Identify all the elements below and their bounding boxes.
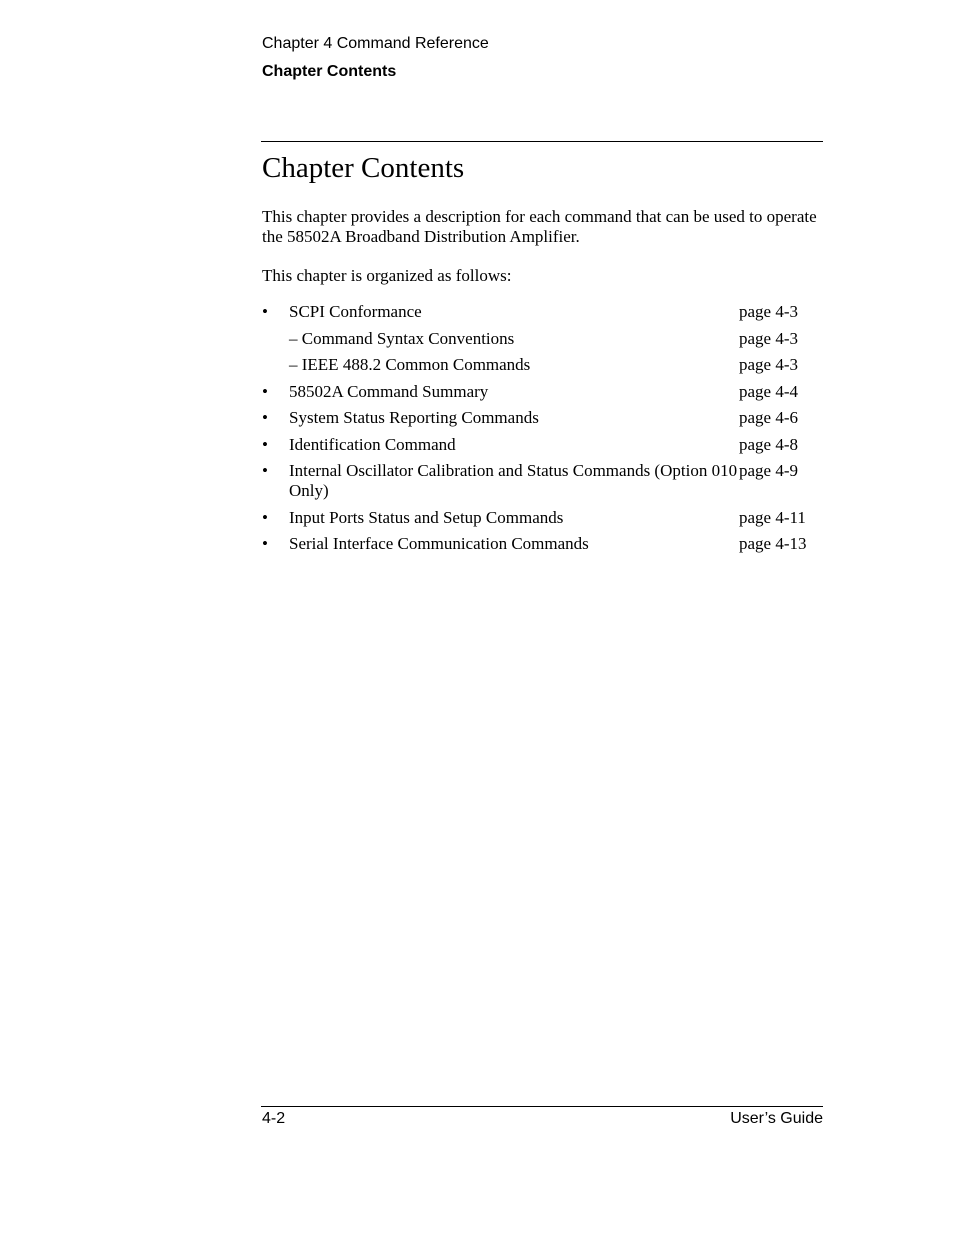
contents-item xyxy=(262,355,824,375)
bottom-rule xyxy=(261,1106,823,1107)
top-rule xyxy=(261,141,823,142)
bullet-icon: • xyxy=(262,461,268,480)
page-number: 4-2 xyxy=(262,1110,286,1127)
contents-item-page: page 4-3 xyxy=(739,302,799,321)
guide-name: User’s Guide xyxy=(730,1110,823,1127)
page-title: Chapter Contents xyxy=(262,152,465,184)
contents-item-page: page 4-3 xyxy=(739,355,799,374)
bullet-icon: • xyxy=(262,534,268,553)
running-head-section: Chapter Contents xyxy=(262,63,397,80)
contents-item-page: page 4-4 xyxy=(739,381,799,401)
contents-item xyxy=(262,435,824,455)
contents-item-title: 58502A Command Summary xyxy=(289,381,489,401)
contents-item xyxy=(262,534,824,554)
contents-item-title: Internal Oscillator Calibration and Status Commands (Option 010 Only) xyxy=(289,461,738,500)
contents-item-page: page 4-11 xyxy=(739,507,806,527)
bullet-icon: • xyxy=(262,434,268,454)
contents-item-title: Serial Interface Communication Commands xyxy=(289,534,589,553)
main-content xyxy=(262,150,824,561)
bullet-icon: • xyxy=(262,381,268,401)
contents-item-title: System Status Reporting Commands xyxy=(289,408,539,427)
contents-item xyxy=(262,302,824,322)
running-head xyxy=(262,34,489,82)
bullet-icon: • xyxy=(262,408,268,427)
contents-item xyxy=(262,329,824,349)
bullet-icon: • xyxy=(262,507,268,527)
bullet-icon: • xyxy=(262,302,268,321)
contents-list xyxy=(262,302,824,554)
contents-item-title: Input Ports Status and Setup Commands xyxy=(289,507,564,527)
contents-item-page: page 4-6 xyxy=(739,408,799,427)
contents-item-title: Identification Command xyxy=(289,434,456,454)
contents-item xyxy=(262,408,824,428)
contents-item-page: page 4-3 xyxy=(739,328,799,348)
contents-item xyxy=(262,508,824,528)
contents-item-page: page 4-13 xyxy=(739,534,807,553)
contents-item-title: – Command Syntax Conventions xyxy=(289,328,515,348)
contents-item xyxy=(262,461,824,501)
contents-item xyxy=(262,382,824,402)
contents-item-title: – IEEE 488.2 Common Commands xyxy=(289,355,531,374)
intro-paragraph: This chapter provides a description for each command that can be used to operate the 58502A Broadband Distribution Amplifier. xyxy=(262,207,817,246)
contents-item-page: page 4-8 xyxy=(739,434,799,454)
contents-item-title: SCPI Conformance xyxy=(289,302,422,321)
page-footer xyxy=(262,1109,823,1129)
organized-paragraph: This chapter is organized as follows: xyxy=(262,266,512,285)
contents-item-page: page 4-9 xyxy=(739,461,799,480)
running-head-chapter: Chapter 4 Command Reference xyxy=(262,35,489,52)
